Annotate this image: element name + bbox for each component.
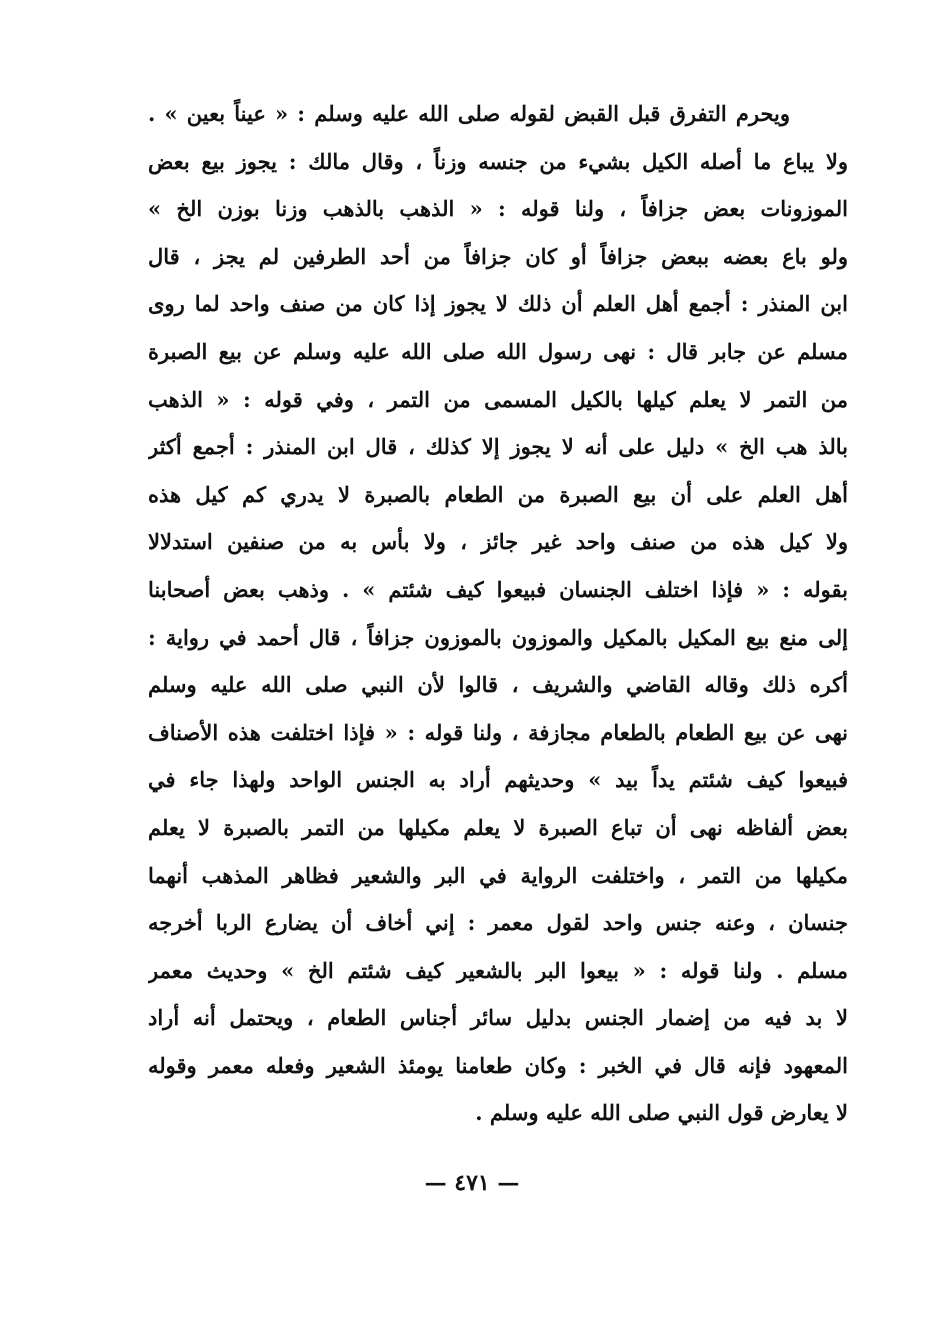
text-line-18: جنسان ، وعنه جنس واحد لقول معمر : إني أخاف أن يضارع الربا أخرجه [148, 910, 848, 936]
text-line-20: لا بد فيه من إضمار الجنس بدليل سائر أجناس الطعام ، ويحتمل أنه أراد [148, 1005, 848, 1031]
text-line-12: إلى منع بيع المكيل بالمكيل والموزون بالموزون جزافاً ، قال أحمد في رواية : [148, 624, 848, 650]
text-line-1: ويحرم التفرق قبل القبض لقوله صلى الله عليه وسلم : « عيناً بعين » . [148, 101, 790, 126]
text-line-2: ولا يباع ما أصله الكيل بشيء من جنسه وزناً ، وقال مالك : يجوز بيع بعض [148, 148, 848, 174]
text-line-7: من التمر لا يعلم كيلها بالكيل المسمى من التمر ، وفي قوله : « الذهب [148, 386, 848, 412]
text-line-9: أهل العلم على أن بيع الصبرة من الطعام بالصبرة لا يدري كم كيل هذه [148, 481, 848, 507]
page-number: — ٤٧١ — [424, 1170, 520, 1196]
text-line-5: ابن المنذر : أجمع أهل العلم أن ذلك لا يجوز إذا كان من صنف واحد لما روى [148, 291, 848, 317]
text-line-17: مكيلها من التمر ، واختلفت الرواية في البر والشعير فظاهر المذهب أنهما [148, 862, 848, 888]
text-line-13: أكره ذلك وقاله القاضي والشريف ، قالوا لأن النبي صلى الله عليه وسلم [148, 672, 848, 698]
text-line-10: ولا كيل هذه من صنف واحد غير جائز ، ولا بأس به من صنفين استدلالا [148, 529, 848, 555]
text-line-14: نهى عن بيع الطعام بالطعام مجازفة ، ولنا قوله : « فإذا اختلفت هذه الأصناف [148, 719, 848, 745]
text-line-8: بالذ هب الخ » دليل على أنه لا يجوز إلا كذلك ، قال ابن المنذر : أجمع أكثر [148, 434, 848, 460]
text-line-11: بقوله : « فإذا اختلف الجنسان فبيعوا كيف شئتم » . وذهب بعض أصحابنا [148, 576, 848, 602]
text-line-21: المعهود فإنه قال في الخبر : وكان طعامنا يومئذ الشعير وفعله معمر وقوله [148, 1052, 848, 1078]
text-line-15: فبيعوا كيف شئتم يداً بيد » وحديثهم أراد به الجنس الواحد ولهذا جاء في [148, 767, 848, 793]
body-text [148, 90, 848, 1137]
text-line-6: مسلم عن جابر قال : نهى رسول الله صلى الله عليه وسلم عن بيع الصبرة [148, 338, 848, 364]
text-line-3: الموزونات بعض جزافاً ، ولنا قوله : « الذهب بالذهب وزنا بوزن الخ » [148, 196, 848, 222]
text-line-22: لا يعارض قول النبي صلى الله عليه وسلم . [475, 1100, 848, 1126]
text-line-16: بعض ألفاظه نهى أن تباع الصبرة لا يعلم مكيلها من التمر بالصبرة لا يعلم [148, 814, 848, 840]
text-line-19: مسلم . ولنا قوله : « بيعوا البر بالشعير كيف شئتم الخ » وحديث معمر [148, 957, 848, 983]
text-line-4: ولو باع بعضه ببعض جزافاً أو كان جزافاً من أحد الطرفين لم يجز ، قال [148, 243, 848, 269]
